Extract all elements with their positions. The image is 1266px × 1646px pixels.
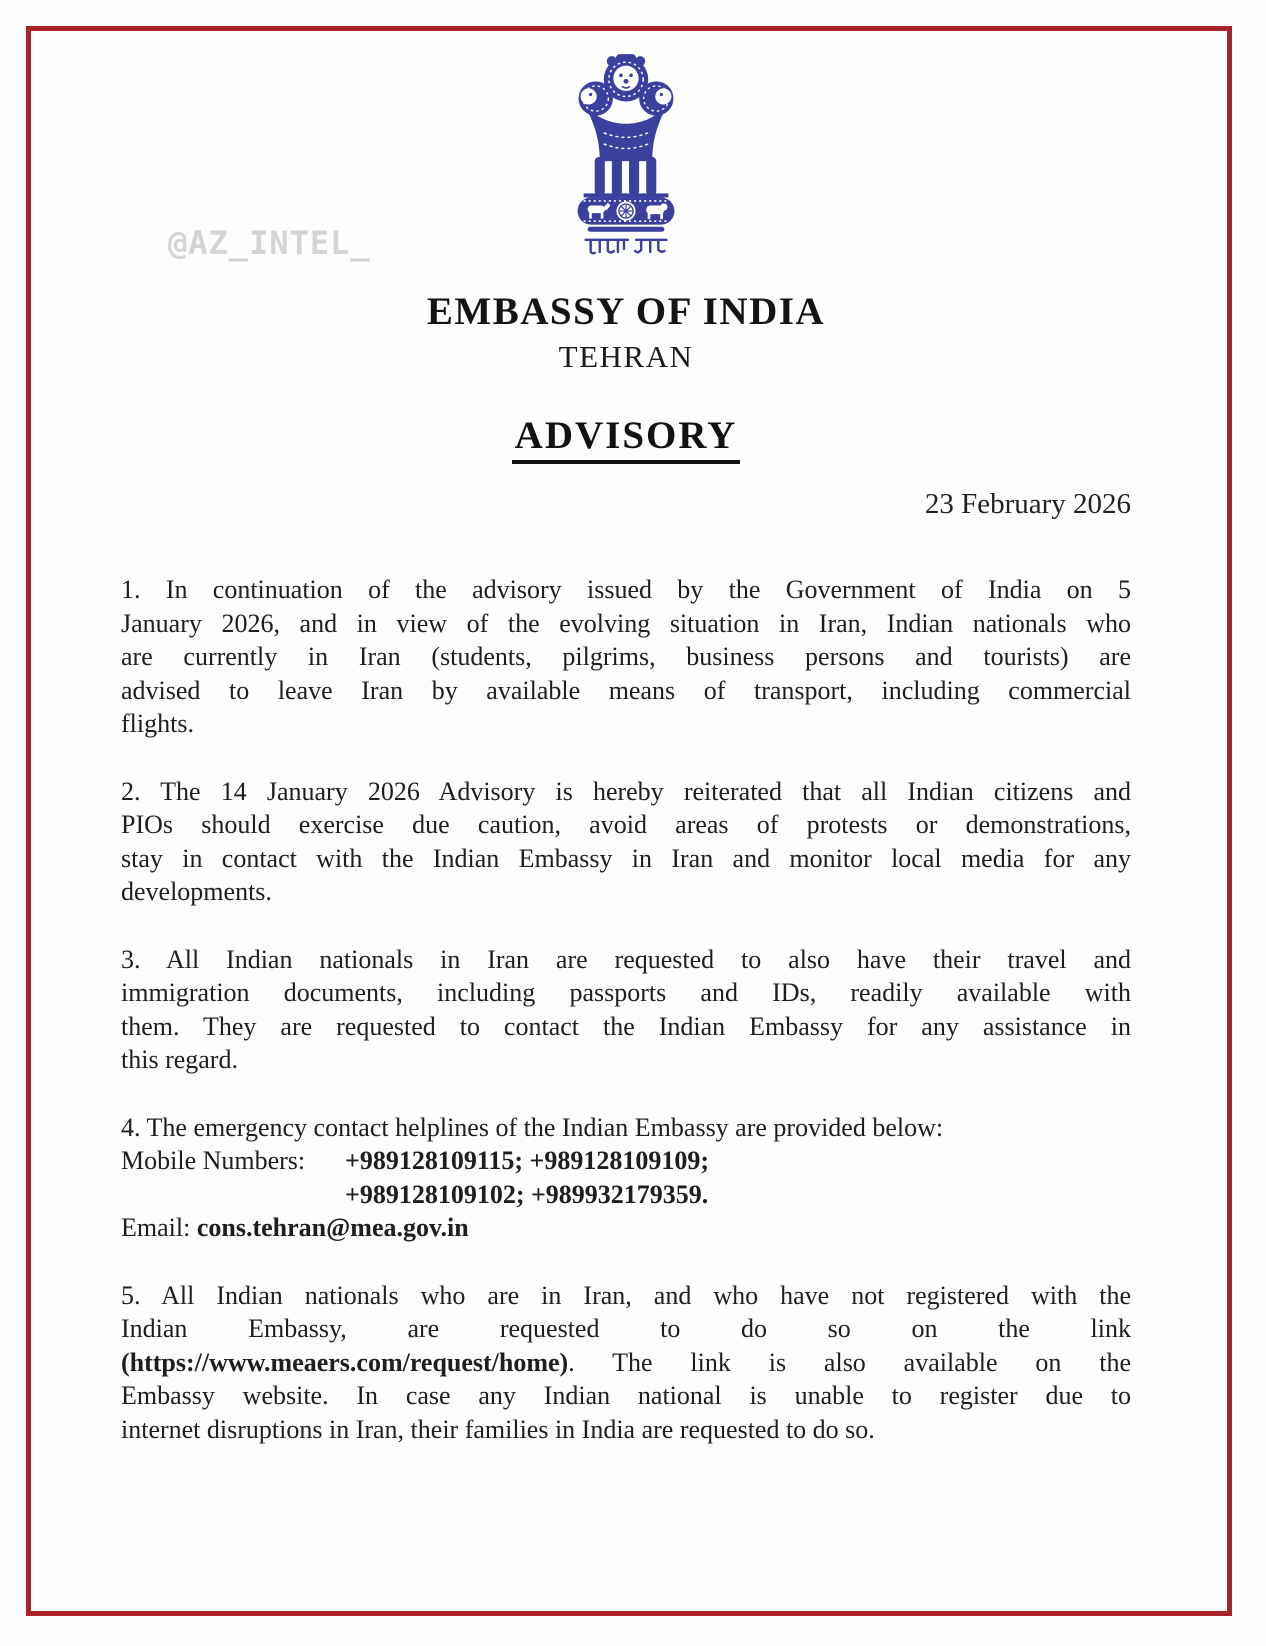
paragraph-1 bbox=[121, 573, 1131, 741]
text-line bbox=[121, 1346, 1131, 1380]
ashoka-lion-capital-icon bbox=[557, 46, 695, 258]
text-line: them. They are requested to contact the Indian Embassy for any assistance in bbox=[121, 1011, 1131, 1041]
document-content bbox=[121, 36, 1131, 1480]
org-name: EMBASSY OF INDIA bbox=[426, 290, 826, 333]
mobile-numbers-line-2 bbox=[121, 1178, 1131, 1212]
text-line: 2. The 14 January 2026 Advisory is hereby reiterated that all Indian citizens and bbox=[121, 776, 1131, 806]
text-line: advised to leave Iran by available means of transport, including commercial bbox=[121, 675, 1131, 705]
email-label: Email: bbox=[121, 1213, 191, 1242]
doc-date: 23 February 2026 bbox=[924, 488, 1131, 520]
doc-title: ADVISORY bbox=[512, 413, 741, 464]
text-line: internet disruptions in Iran, their families in India are requested to do so. bbox=[121, 1414, 875, 1444]
text-line: are currently in Iran (students, pilgrims, business persons and tourists) are bbox=[121, 642, 1131, 671]
registration-link-url: (https://www.meaers.com/request/home) bbox=[121, 1347, 569, 1377]
text-line: developments. bbox=[121, 877, 272, 906]
mobile-numbers-2: +989128109102; +989932179359. bbox=[345, 1179, 709, 1209]
text-line: 1. In continuation of the advisory issued by the Government of India on 5 bbox=[121, 575, 1131, 604]
mobile-numbers-label: Mobile Numbers: bbox=[121, 1146, 306, 1175]
mobile-numbers-line-1 bbox=[121, 1144, 1131, 1178]
text-line: Embassy website. In case any Indian national is unable to register due to bbox=[121, 1381, 1131, 1410]
text-line: January 2026, and in view of the evolving situation in Iran, Indian nationals who bbox=[121, 608, 1131, 638]
email-line bbox=[121, 1211, 1131, 1245]
email-address: cons.tehran@mea.gov.in bbox=[196, 1213, 469, 1242]
text-line: immigration documents, including passports and IDs, readily available with bbox=[121, 978, 1131, 1007]
paragraph-5 bbox=[121, 1279, 1131, 1447]
text-line: this regard. bbox=[121, 1045, 238, 1074]
text-segment: . The link is also available on the bbox=[568, 1347, 1131, 1377]
org-city: TEHRAN bbox=[558, 339, 694, 374]
text-line: 5. All Indian nationals who are in Iran, and who have not registered with the bbox=[121, 1280, 1131, 1310]
emblem-block bbox=[121, 46, 1131, 263]
text-line: Indian Embassy, are requested to do so on the link bbox=[121, 1314, 1131, 1343]
doc-title-row bbox=[121, 413, 1131, 464]
paragraph-4 bbox=[121, 1111, 1131, 1245]
watermark-handle: @AZ_INTEL_ bbox=[168, 224, 371, 262]
paragraph-3 bbox=[121, 943, 1131, 1077]
text-line: 4. The emergency contact helplines of the Indian Embassy are provided below: bbox=[121, 1112, 944, 1142]
text-line: 3. All Indian nationals in Iran are requested to also have their travel and bbox=[121, 944, 1131, 974]
text-line: PIOs should exercise due caution, avoid areas of protests or demonstrations, bbox=[121, 810, 1131, 839]
text-line: stay in contact with the Indian Embassy in Iran and monitor local media for any bbox=[121, 843, 1131, 873]
mobile-numbers-1: +989128109115; +989128109109; bbox=[345, 1146, 710, 1175]
text-line: flights. bbox=[121, 709, 194, 738]
paragraph-2 bbox=[121, 775, 1131, 909]
emblem-motto bbox=[586, 240, 667, 253]
